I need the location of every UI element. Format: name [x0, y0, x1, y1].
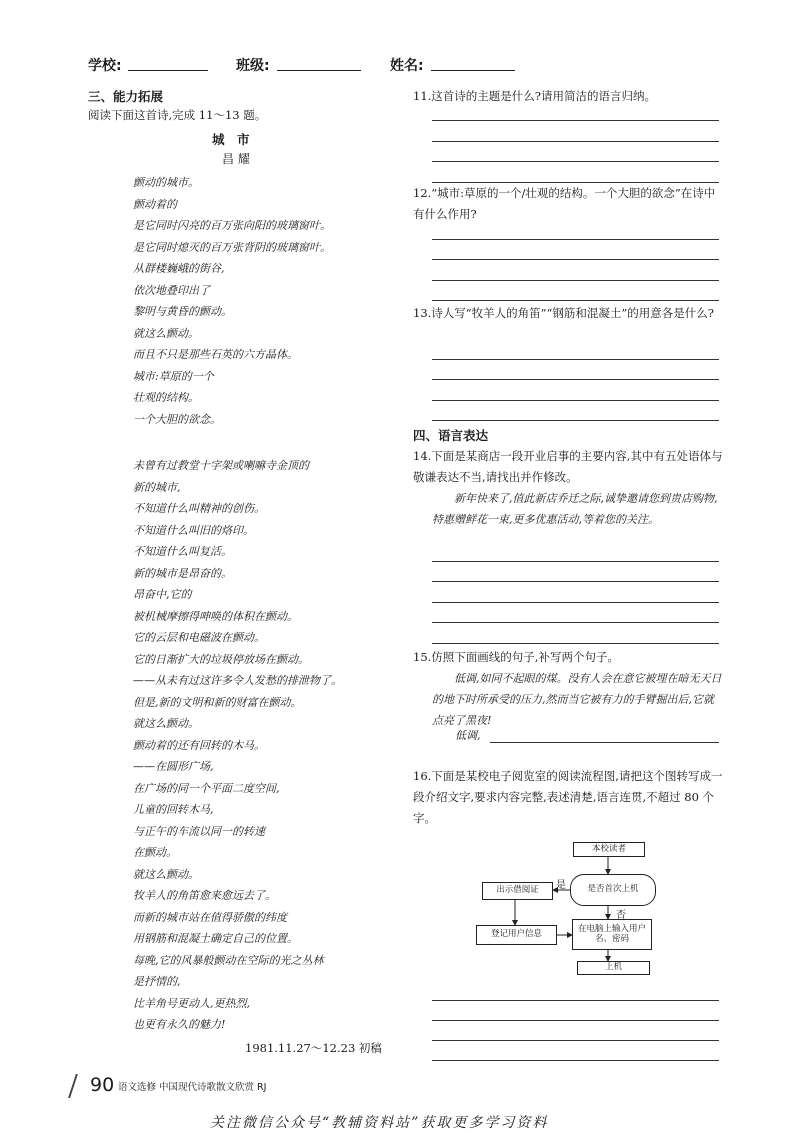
poem-line: 用钢筋和混凝土确定自己的位置。 — [133, 932, 298, 945]
name-field[interactable] — [431, 56, 515, 71]
answer-line[interactable] — [432, 379, 719, 380]
name-label: 姓名: — [390, 58, 424, 74]
answer-line[interactable] — [432, 300, 719, 301]
poem-line: 每晚,它的风暴般颤动在空际的光之丛林 — [133, 954, 324, 967]
flow-yes-label: 是 — [556, 880, 566, 891]
poem-line: 不知道什么叫复活。 — [133, 545, 232, 558]
question-14: 14.下面是某商店一段开业启事的主要内容,其中有五处语体与敬谦表达不当,请找出并作修改。 — [413, 449, 723, 484]
answer-line[interactable] — [490, 742, 719, 743]
poem-line: 就这么颤动。 — [133, 327, 199, 340]
question-13: 13.诗人写“牧羊人的角笛”“钢筋和混凝土”的用意各是什么? — [413, 306, 714, 320]
poem-line: 颤动着的还有回转的木马。 — [133, 739, 265, 752]
question-12: 12.“城市:草原的一个/壮观的结构。一个大胆的欲念”在诗中有什么作用? — [413, 186, 716, 221]
answer-line[interactable] — [432, 1000, 719, 1001]
poem-line: 是它同时闪亮的百万张向阳的玻璃窗叶。 — [133, 219, 331, 232]
answer-line[interactable] — [432, 120, 719, 121]
poem-line: 它的日渐扩大的垃圾停放场在颤动。 — [133, 653, 309, 666]
flow-input-box: 在电脑上输入用户名、密码 — [572, 919, 652, 950]
question-16: 16.下面是某校电子阅览室的阅读流程图,请把这个图转写成一段介绍文字,要求内容完整,表述清楚,语言连贯,不超过 80 个字。 — [413, 769, 723, 825]
poem-line: 但是,新的文明和新的财富在颤动。 — [133, 696, 302, 709]
answer-line[interactable] — [432, 1040, 719, 1041]
flow-decision-box: 是否首次上机 — [570, 874, 656, 906]
footer-slash — [68, 1074, 78, 1098]
flow-register-box: 登记用户信息 — [476, 925, 557, 945]
flow-end-box: 上机 — [577, 961, 650, 975]
poem-line: 与正午的车流以同一的转速 — [133, 825, 265, 838]
page-number: 90 — [90, 1074, 115, 1096]
flow-no-label: 否 — [616, 910, 626, 921]
poem-line: 不知道什么叫精神的创伤。 — [133, 502, 265, 515]
poem-line: 牧羊人的角笛愈来愈远去了。 — [133, 889, 276, 902]
flow-start-box: 本校读者 — [573, 842, 645, 857]
school-label: 学校: — [88, 58, 122, 74]
poem-line: 壮观的结构。 — [133, 391, 199, 404]
poem-line: 在广场的同一个平面二度空间, — [133, 782, 280, 795]
answer-line[interactable] — [432, 161, 719, 162]
q14-passage: 新年快来了,值此新店乔迁之际,诚挚邀请您到贵店购物,特惠赠鲜花一束,更多优惠活动,等着您的关注。 — [432, 492, 718, 526]
poem-line: 新的城市是昂奋的。 — [133, 567, 232, 580]
section-title-language: 四、语言表达 — [413, 428, 489, 443]
poem-line: 昂奋中,它的 — [133, 588, 192, 601]
wechat-note: 关注微信公众号“教辅资料站”获取更多学习资料 — [210, 1115, 549, 1131]
answer-line[interactable] — [432, 259, 719, 260]
answer-line[interactable] — [432, 1060, 719, 1061]
class-field[interactable] — [277, 56, 361, 71]
question-15: 15.仿照下面画线的句子,补写两个句子。 — [413, 650, 619, 664]
question-11: 11.这首诗的主题是什么?请用简洁的语言归纳。 — [413, 89, 656, 103]
answer-line[interactable] — [432, 602, 719, 603]
poem-line: 颤动的城市。 — [133, 176, 199, 189]
poem-line: ——在圆形广场, — [133, 760, 214, 773]
poem-line: 就这么颤动。 — [133, 868, 199, 881]
q15-passage: 低调,如同不起眼的煤。没有人会在意它被埋在暗无天日的地下时所承受的压力,然而当它被有力的手臂掘出后,它就点亮了黑夜! — [432, 672, 722, 727]
poem-line: 也更有永久的魅力! — [133, 1018, 226, 1031]
flow-id-card-box: 出示借阅证 — [482, 882, 553, 900]
answer-line[interactable] — [432, 280, 719, 281]
poem-line: 不知道什么叫旧的烙印。 — [133, 524, 254, 537]
poem-line: 被机械摩擦得呻唤的体积在颤动。 — [133, 610, 298, 623]
poem-title: 城 市 — [212, 132, 250, 147]
poem-line: 它的云层和电磁波在颤动。 — [133, 631, 265, 644]
poem-line: 在颤动。 — [133, 846, 177, 859]
poem-line: 比羊角号更动人,更热烈, — [133, 997, 250, 1010]
q15-prompt: 低调, — [455, 729, 481, 742]
poem-line: 新的城市, — [133, 481, 181, 494]
poem-line: 未曾有过教堂十字架或喇嘛寺金顶的 — [133, 459, 309, 472]
answer-line[interactable] — [432, 400, 719, 401]
answer-line[interactable] — [432, 141, 719, 142]
poem-line: ——从未有过这许多令人发愁的排泄物了。 — [133, 674, 342, 687]
poem-line: 颤动着的 — [133, 198, 177, 211]
poem-line: 而新的城市站在值得骄傲的纬度 — [133, 911, 287, 924]
answer-line[interactable] — [432, 239, 719, 240]
section-title-ability: 三、能力拓展 — [88, 89, 164, 104]
answer-line[interactable] — [432, 643, 719, 644]
poem-line: 依次地叠印出了 — [133, 284, 210, 297]
poem-line: 城市:草原的一个 — [133, 370, 214, 383]
poem-line: 一个大胆的欲念。 — [133, 413, 221, 426]
answer-line[interactable] — [432, 561, 719, 562]
answer-line[interactable] — [432, 581, 719, 582]
poem-date: 1981.11.27～12.23 初稿 — [245, 1041, 382, 1055]
poem-line: 是抒情的, — [133, 975, 181, 988]
poem-line: 黎明与黄昏的颤动。 — [133, 305, 232, 318]
reading-instruction: 阅读下面这首诗,完成 11～13 题。 — [88, 108, 267, 122]
book-title: 语文选修 中国现代诗歌散文欣赏 RJ — [118, 1082, 267, 1093]
school-field[interactable] — [128, 56, 208, 71]
answer-line[interactable] — [432, 622, 719, 623]
poem-line: 是它同时熄灭的百万张背阴的玻璃窗叶。 — [133, 241, 331, 254]
poem-line: 而且不只是那些石英的六方晶体。 — [133, 348, 298, 361]
poem-author: 昌 耀 — [222, 152, 250, 166]
poem-line: 儿童的回转木马, — [133, 803, 214, 816]
answer-line[interactable] — [432, 420, 719, 421]
answer-line[interactable] — [432, 1020, 719, 1021]
poem-line: 就这么颤动。 — [133, 717, 199, 730]
answer-line[interactable] — [432, 359, 719, 360]
poem-line: 从群楼巍峨的街谷, — [133, 262, 225, 275]
class-label: 班级: — [236, 58, 270, 74]
